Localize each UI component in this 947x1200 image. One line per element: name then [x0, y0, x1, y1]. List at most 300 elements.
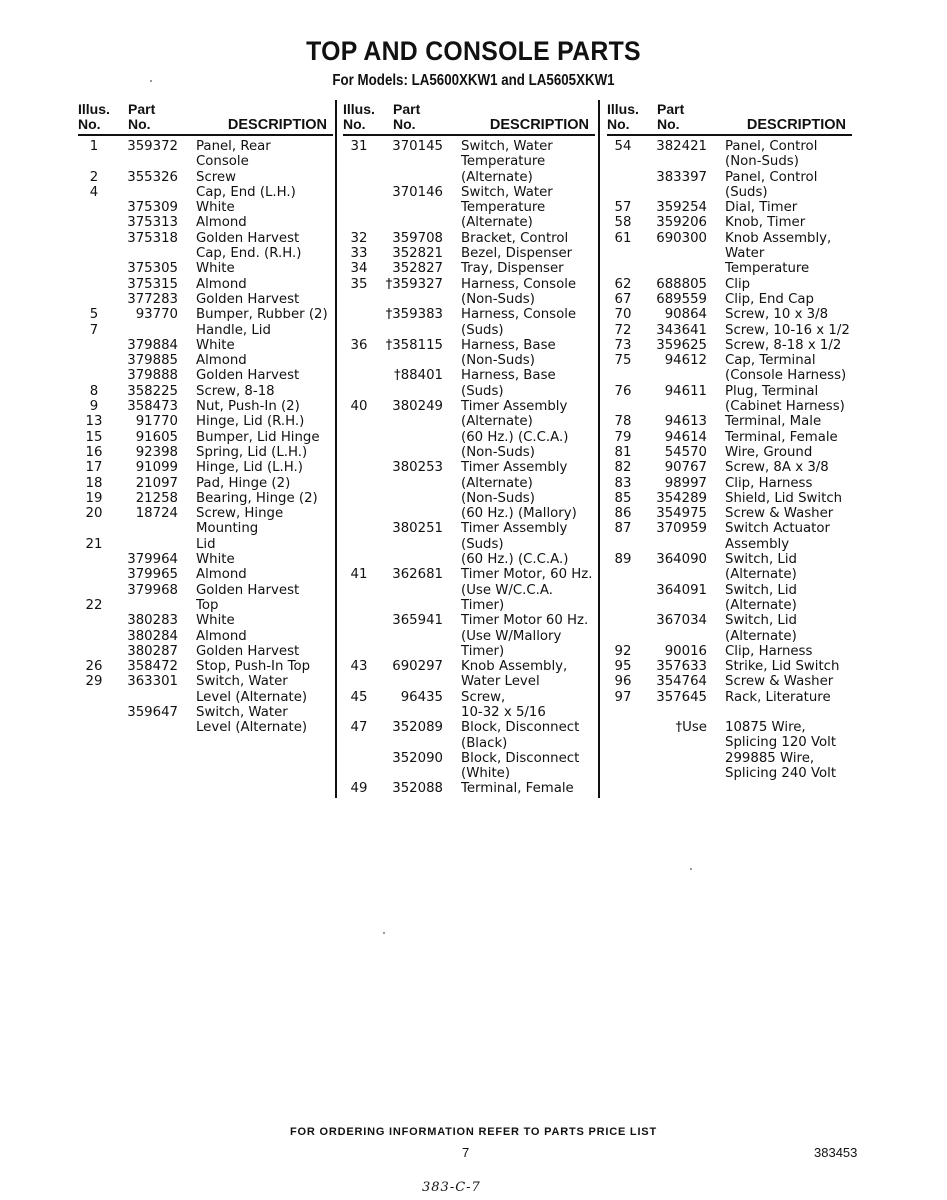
part-description: Timer Assembly (Suds) (60 Hz.) (C.C.A.) — [461, 521, 569, 568]
table-row — [607, 323, 852, 338]
illus-number — [78, 613, 110, 628]
table-row — [343, 261, 595, 276]
part-description: Terminal, Female — [725, 429, 838, 445]
part-number: †359327 — [385, 276, 443, 292]
part-number: 357633 — [656, 659, 707, 675]
column-header — [78, 100, 333, 136]
illus-number: 96 — [614, 674, 632, 690]
illus-number: 70 — [614, 307, 632, 323]
part-number: 365941 — [392, 613, 443, 629]
part-description: White — [196, 613, 235, 629]
part-number: 358472 — [127, 659, 178, 675]
column-header — [607, 100, 852, 136]
illus-number: 2 — [89, 169, 99, 185]
table-row — [78, 598, 333, 613]
part-description: Lid — [196, 536, 216, 552]
illus-number — [343, 307, 375, 338]
illus-number — [78, 552, 110, 567]
part-description: Terminal, Male — [725, 414, 822, 430]
part-description: Knob Assembly, Water Level — [461, 659, 568, 690]
part-number: 18724 — [135, 506, 178, 522]
part-number: 375305 — [127, 261, 178, 277]
table-row — [607, 384, 852, 415]
table-row — [607, 659, 852, 674]
part-number: 379964 — [127, 552, 178, 568]
part-number: 380249 — [392, 399, 443, 415]
part-number — [110, 323, 196, 338]
illus-number: 76 — [614, 383, 632, 399]
part-number: 358225 — [127, 383, 178, 399]
part-number: 370959 — [656, 521, 707, 537]
part-description: Harness, Console (Non-Suds) — [461, 276, 577, 307]
table-row — [78, 277, 333, 292]
table-row — [343, 567, 595, 613]
part-description: Harness, Base (Non-Suds) — [461, 337, 556, 369]
illus-number: 89 — [614, 552, 632, 568]
part-number: 362681 — [392, 567, 443, 583]
part-description: Hinge, Lid (L.H.) — [196, 460, 303, 476]
illus-number: 78 — [614, 414, 632, 430]
part-description: Bumper, Rubber (2) — [196, 307, 328, 323]
illus-number — [78, 353, 110, 368]
illus-number: 61 — [614, 230, 632, 246]
illus-number: 34 — [350, 261, 368, 277]
table-row — [607, 338, 852, 353]
table-row — [78, 552, 333, 567]
part-description: Panel, Control (Suds) — [725, 169, 818, 200]
part-number: 379968 — [127, 582, 178, 598]
part-number: 370145 — [392, 139, 443, 154]
illus-number — [343, 751, 375, 782]
part-number — [110, 185, 196, 200]
part-number: 343641 — [656, 322, 707, 338]
part-description: Screw, 10-16 x 1/2 — [725, 322, 850, 338]
illus-number: 75 — [614, 353, 632, 369]
part-description — [725, 705, 852, 720]
table-row — [78, 567, 333, 582]
part-description: Switch, Lid (Alternate) — [725, 582, 797, 613]
part-number: †359383 — [385, 307, 443, 323]
illus-number — [78, 215, 110, 230]
table-row — [607, 705, 852, 720]
illus-number: 17 — [85, 460, 103, 476]
illus-number: 45 — [350, 689, 368, 705]
part-description: Block, Disconnect (White) — [461, 750, 580, 782]
illus-number: 31 — [350, 139, 368, 154]
table-row — [607, 414, 852, 429]
part-description: Almond — [196, 353, 247, 369]
table-row — [78, 185, 333, 200]
illus-number: 13 — [85, 414, 103, 430]
part-description: Harness, Base (Suds) — [461, 368, 556, 399]
column-divider — [335, 100, 337, 798]
part-number: 359708 — [392, 230, 443, 246]
part-description: Switch, Water Level (Alternate) — [196, 674, 308, 705]
part-description: Clip, Harness — [725, 475, 813, 491]
part-number: 91770 — [135, 414, 178, 430]
part-number: †88401 — [394, 368, 443, 384]
part-number: 380287 — [127, 643, 178, 659]
part-description: Screw & Washer — [725, 674, 834, 690]
illus-number: 54 — [614, 139, 632, 154]
part-number: 690300 — [656, 230, 707, 246]
column-divider — [598, 100, 600, 798]
part-description: Almond — [196, 567, 247, 583]
table-row — [343, 659, 595, 690]
illus-number — [607, 720, 639, 781]
parts-list — [607, 136, 852, 781]
part-description: Bezel, Dispenser — [461, 246, 573, 262]
table-row — [607, 200, 852, 215]
part-number: 380251 — [392, 521, 443, 537]
part-number: 383397 — [656, 169, 707, 185]
illus-number: 41 — [350, 567, 368, 583]
part-number: 94611 — [664, 383, 707, 399]
header-description: DESCRIPTION — [227, 117, 327, 133]
table-row — [78, 460, 333, 475]
part-description: Knob Assembly, Water Temperature — [725, 230, 832, 277]
illus-number: 83 — [614, 475, 632, 491]
part-number: 352821 — [392, 246, 443, 262]
table-row — [607, 476, 852, 491]
part-number: 352827 — [392, 261, 443, 277]
table-row — [607, 506, 852, 521]
illus-number: 1 — [89, 139, 99, 154]
part-number: 367034 — [656, 613, 707, 629]
part-description: Panel, Control (Non-Suds) — [725, 139, 818, 170]
part-description: Shield, Lid Switch — [725, 490, 843, 506]
table-row — [78, 613, 333, 628]
part-description: Clip, End Cap — [725, 291, 814, 307]
illus-number: 49 — [350, 781, 368, 797]
illus-number — [78, 261, 110, 276]
header-part-no: Part No. — [393, 101, 421, 132]
illus-number — [78, 231, 110, 262]
part-number: 21097 — [135, 475, 178, 491]
scan-speck — [690, 868, 692, 870]
illus-number: 35 — [350, 276, 368, 292]
table-row — [78, 307, 333, 322]
part-description: White — [196, 200, 235, 216]
part-description: Switch, Water Level (Alternate) — [196, 704, 308, 736]
table-row — [607, 491, 852, 506]
illus-number: 86 — [614, 506, 632, 522]
part-number: 98997 — [664, 475, 707, 491]
part-number: 377283 — [127, 291, 178, 307]
part-description: Dial, Timer — [725, 200, 798, 216]
table-row — [78, 506, 333, 537]
parts-column-3 — [607, 100, 852, 781]
parts-list — [78, 136, 333, 736]
header-part-no: Part No. — [657, 101, 685, 132]
part-number: 90767 — [664, 460, 707, 476]
part-number — [639, 705, 725, 720]
table-row — [607, 139, 852, 170]
part-number: 354289 — [656, 490, 707, 506]
part-number: 354764 — [656, 674, 707, 690]
part-description: Switch, Water Temperature (Alternate) — [461, 139, 553, 185]
illus-number — [78, 338, 110, 353]
part-number: 379884 — [127, 337, 178, 353]
illus-number: 57 — [614, 200, 632, 216]
header-part-no: Part No. — [128, 101, 156, 132]
illus-number: 87 — [614, 521, 632, 537]
table-row — [78, 231, 333, 262]
part-number: 352089 — [392, 720, 443, 736]
table-row — [343, 781, 595, 796]
table-row — [607, 292, 852, 307]
part-description: Strike, Lid Switch — [725, 659, 840, 675]
part-number: 94614 — [664, 429, 707, 445]
part-description: Timer Motor, 60 Hz. (Use W/C.C.A. Timer) — [461, 567, 593, 613]
part-description: Golden Harvest Cap, End. (R.H.) — [196, 230, 302, 262]
scan-speck — [383, 932, 385, 934]
part-description: Nut, Push-In (2) — [196, 399, 300, 415]
part-number: 375315 — [127, 276, 178, 292]
header-illus-no: Illus. No. — [343, 101, 375, 132]
illus-number: 5 — [89, 307, 99, 323]
illus-number: 22 — [85, 597, 103, 613]
part-description: Screw, Hinge Mounting — [196, 506, 284, 537]
table-row — [78, 705, 333, 736]
part-number: 96435 — [400, 689, 443, 705]
models-subtitle: For Models: LA5600XKW1 and LA5605XKW1 — [332, 72, 615, 89]
table-row — [343, 613, 595, 659]
table-row — [607, 674, 852, 689]
illus-number — [343, 368, 375, 399]
illus-number — [78, 368, 110, 383]
illus-number — [607, 583, 639, 614]
table-row — [607, 552, 852, 583]
header-illus-no: Illus. No. — [607, 101, 639, 132]
part-number: 94612 — [664, 353, 707, 369]
illus-number: 81 — [614, 444, 632, 460]
illus-number: 72 — [614, 322, 632, 338]
table-row — [78, 200, 333, 215]
table-row — [343, 720, 595, 751]
part-number: 359206 — [656, 215, 707, 231]
table-row — [343, 690, 595, 721]
part-description: Terminal, Female — [461, 781, 574, 797]
part-description: Bearing, Hinge (2) — [196, 490, 318, 506]
table-row — [607, 690, 852, 705]
part-number: 382421 — [656, 139, 707, 154]
part-description: Wire, Ground — [725, 444, 813, 460]
part-description: Rack, Literature — [725, 689, 831, 705]
illus-number: 73 — [614, 337, 632, 353]
part-number: 379888 — [127, 368, 178, 384]
part-number: 352090 — [392, 750, 443, 766]
part-description: Switch, Lid (Alternate) — [725, 552, 797, 583]
part-description: Screw — [196, 169, 236, 185]
illus-number — [78, 277, 110, 292]
part-description: Golden Harvest — [196, 643, 300, 659]
illus-number: 32 — [350, 230, 368, 246]
scan-speck — [150, 80, 152, 82]
part-description: Block, Disconnect (Black) — [461, 720, 580, 751]
page-title: TOP AND CONSOLE PARTS — [306, 36, 641, 66]
illus-number: 58 — [614, 215, 632, 231]
part-description: Screw & Washer — [725, 506, 834, 522]
illus-number: 29 — [85, 674, 103, 690]
part-description: Spring, Lid (L.H.) — [196, 444, 308, 460]
part-number — [110, 537, 196, 552]
illus-number: 82 — [614, 460, 632, 476]
part-description: Switch Actuator Assembly — [725, 521, 830, 552]
part-description: Bumper, Lid Hinge — [196, 429, 320, 445]
illus-number: 95 — [614, 659, 632, 675]
part-number — [110, 598, 196, 613]
table-row — [343, 307, 595, 338]
part-number: 94613 — [664, 414, 707, 430]
part-number: 379885 — [127, 353, 178, 369]
header-description: DESCRIPTION — [746, 117, 846, 133]
illus-number: 97 — [614, 689, 632, 705]
table-row — [343, 751, 595, 782]
parts-column-2 — [343, 100, 595, 797]
table-row — [607, 277, 852, 292]
illus-number: 62 — [614, 276, 632, 292]
document-number: 383453 — [814, 1145, 858, 1160]
part-description: Golden Harvest — [196, 291, 300, 307]
part-description: White — [196, 552, 235, 568]
parts-column-1 — [78, 100, 333, 736]
table-row — [343, 185, 595, 231]
table-row — [607, 215, 852, 230]
part-description: Screw, 10 x 3/8 — [725, 307, 829, 323]
ordering-note: FOR ORDERING INFORMATION REFER TO PARTS PRICE LIST — [290, 1126, 657, 1138]
illus-number: 67 — [614, 291, 632, 307]
part-description: Clip, Harness — [725, 643, 813, 659]
illus-number — [78, 629, 110, 644]
parts-list — [343, 136, 595, 797]
table-row — [78, 139, 333, 170]
part-description: Screw, 8-18 x 1/2 — [725, 337, 842, 353]
part-description: Golden Harvest — [196, 368, 300, 384]
illus-number — [78, 705, 110, 736]
illus-number — [343, 460, 375, 521]
part-description: Bracket, Control — [461, 230, 569, 246]
illus-number — [78, 292, 110, 307]
table-row — [343, 399, 595, 460]
part-number: 364090 — [656, 552, 707, 568]
table-row — [78, 491, 333, 506]
part-description: Cap, Terminal (Console Harness) — [725, 353, 847, 384]
illus-number: 36 — [350, 337, 368, 353]
illus-number: 4 — [89, 184, 99, 200]
part-description: White — [196, 337, 235, 353]
part-number: 363301 — [127, 674, 178, 690]
part-number: 689559 — [656, 291, 707, 307]
part-number: 354975 — [656, 506, 707, 522]
illus-number — [78, 200, 110, 215]
part-description: Switch, Water Temperature (Alternate) — [461, 184, 553, 231]
part-number: †358115 — [385, 337, 443, 353]
part-number: 375309 — [127, 200, 178, 216]
part-description: Top — [196, 597, 219, 613]
illus-number: 92 — [614, 643, 632, 659]
table-row — [78, 659, 333, 674]
part-number: 380283 — [127, 613, 178, 629]
table-row — [343, 338, 595, 369]
illus-number: 16 — [85, 444, 103, 460]
part-number: 93770 — [135, 307, 178, 323]
illus-number: 15 — [85, 429, 103, 445]
part-description: Clip — [725, 276, 751, 292]
table-row — [78, 323, 333, 338]
part-description: Almond — [196, 276, 247, 292]
part-number: 370146 — [392, 184, 443, 200]
table-row — [78, 644, 333, 659]
illus-number: 85 — [614, 490, 632, 506]
illus-number — [607, 705, 639, 720]
illus-number — [78, 567, 110, 582]
table-row — [607, 583, 852, 614]
part-description: Tray, Dispenser — [461, 261, 564, 277]
table-row — [78, 384, 333, 399]
illus-number: 18 — [85, 475, 103, 491]
table-row — [78, 629, 333, 644]
table-row — [343, 368, 595, 399]
table-row — [607, 170, 852, 201]
table-row — [607, 430, 852, 445]
part-number: 352088 — [392, 781, 443, 797]
part-description: Plug, Terminal (Cabinet Harness) — [725, 383, 845, 415]
part-number: 380253 — [392, 460, 443, 476]
table-row — [607, 521, 852, 552]
part-description: Almond — [196, 215, 247, 231]
part-number: 92398 — [135, 444, 178, 460]
table-row — [78, 537, 333, 552]
part-number: 375313 — [127, 215, 178, 231]
part-number: 375318 — [127, 230, 178, 246]
table-row — [78, 368, 333, 383]
part-number: 90016 — [664, 643, 707, 659]
illus-number — [343, 185, 375, 231]
part-number: 91605 — [135, 429, 178, 445]
part-number: 379965 — [127, 567, 178, 583]
table-row — [78, 674, 333, 705]
table-row — [343, 460, 595, 521]
column-header — [343, 100, 595, 136]
table-row — [78, 338, 333, 353]
part-description: Handle, Lid — [196, 322, 271, 338]
illus-number — [343, 613, 375, 659]
illus-number: 8 — [89, 383, 99, 399]
illus-number: 40 — [350, 399, 368, 415]
table-row — [607, 460, 852, 475]
table-row — [78, 476, 333, 491]
table-row — [607, 613, 852, 644]
table-row — [607, 353, 852, 384]
table-row — [607, 445, 852, 460]
part-description: Cap, End (L.H.) — [196, 184, 296, 200]
illus-number — [607, 613, 639, 644]
part-number: †Use — [675, 719, 707, 735]
part-description: Panel, Rear Console — [196, 139, 271, 170]
part-description: Timer Assembly (Alternate) (60 Hz.) (C.C.A.) (Non-Suds) — [461, 399, 569, 460]
part-description: Screw, 8-18 — [196, 383, 275, 399]
illus-number: 79 — [614, 429, 632, 445]
part-number: 357645 — [656, 689, 707, 705]
illus-number: 9 — [89, 399, 99, 415]
part-number: 359254 — [656, 200, 707, 216]
part-number: 21258 — [135, 490, 178, 506]
handwritten-code: 383-C-7 — [422, 1180, 481, 1195]
table-row — [343, 246, 595, 261]
illus-number: 19 — [85, 490, 103, 506]
table-row — [607, 644, 852, 659]
